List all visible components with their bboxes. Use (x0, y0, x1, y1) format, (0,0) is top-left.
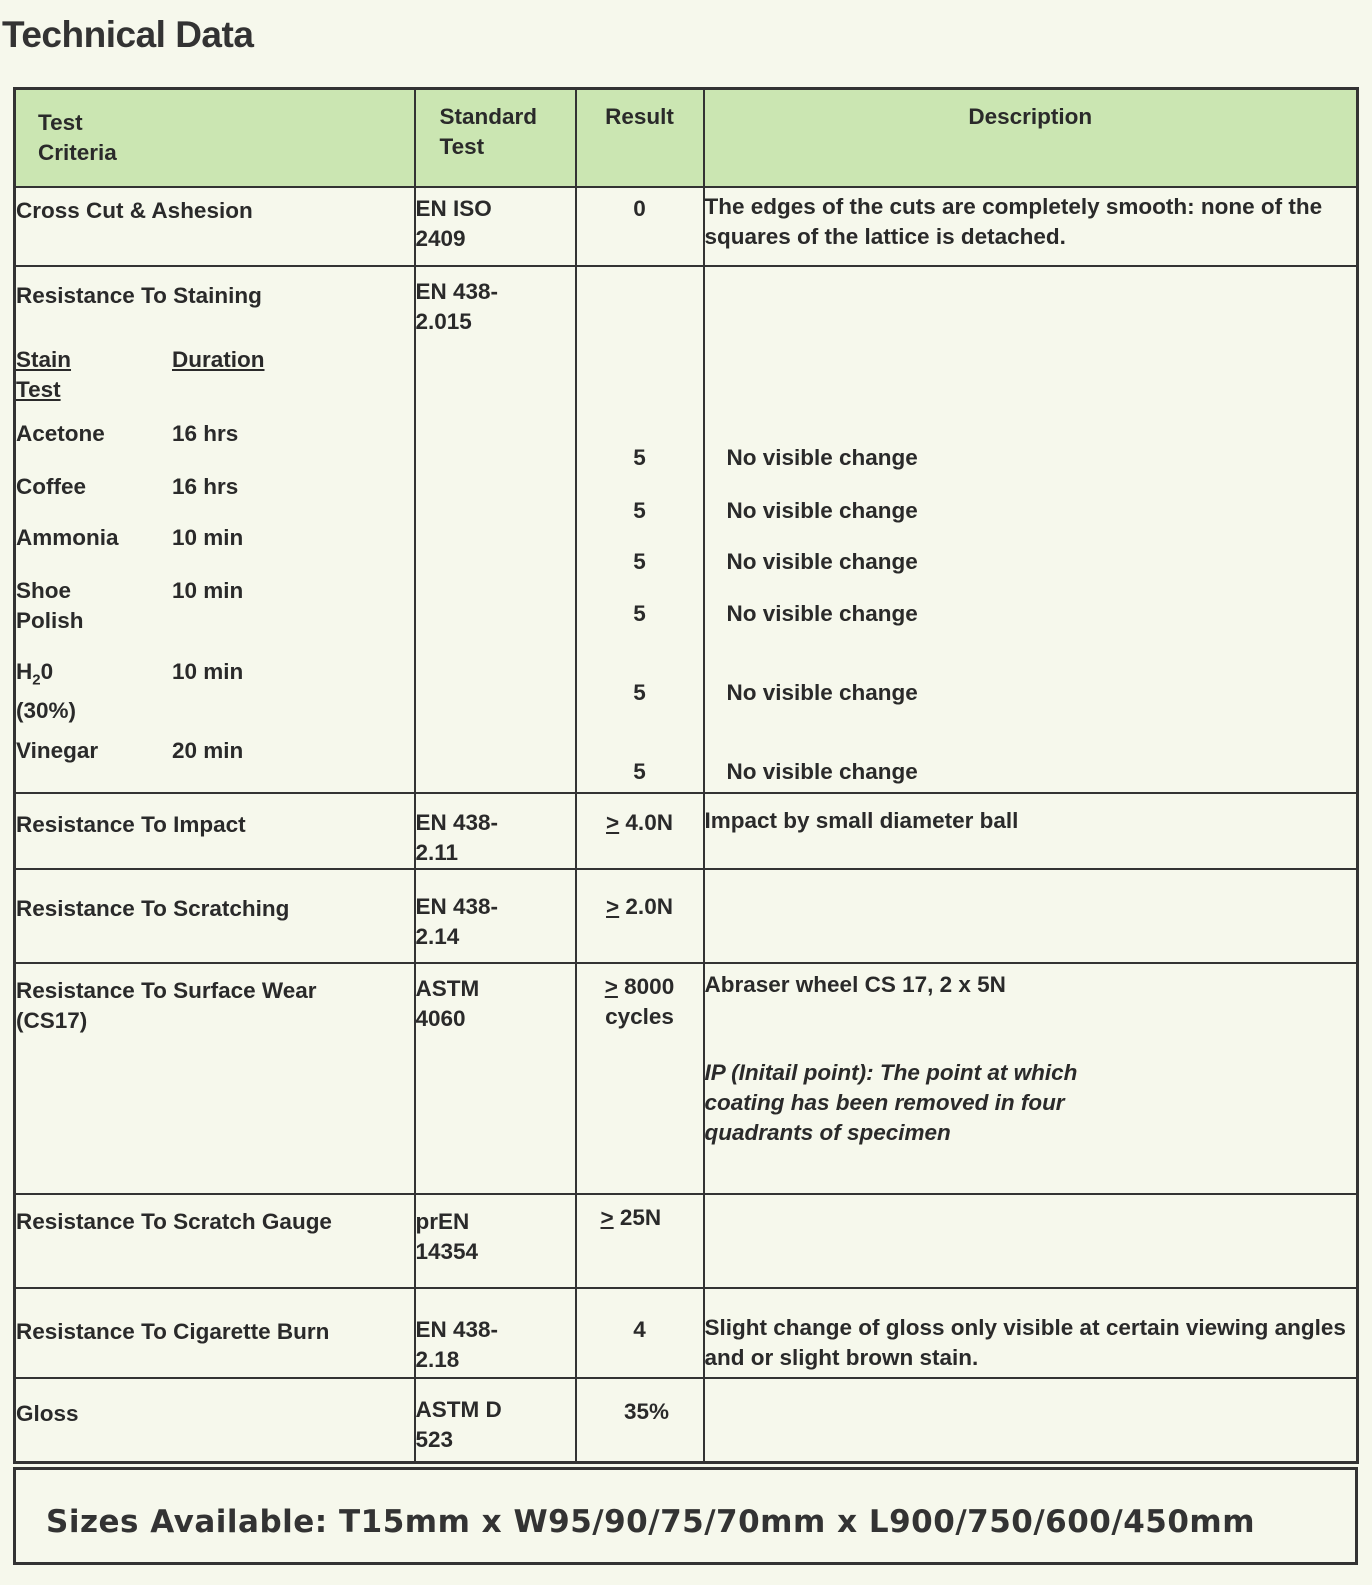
result-cell: > 4.0N (576, 793, 704, 869)
header-description: Description (704, 89, 1358, 188)
stain-list: Stain Test Duration Acetone 16 hrs Coffee 16 hrs Ammonia 10 min Shoe Polish 10 min $H_20$ (30%) 10 min Vinegar 20 min (16, 347, 265, 763)
standard-cell: prEN 14354 (415, 1194, 576, 1288)
result-cell: 35% (576, 1378, 704, 1462)
note-text: IP (Initail point): The point at which coating has been removed in four quadrants of specimen (704, 1060, 1078, 1145)
criteria-cell: Resistance To Scratch Gauge (15, 1194, 415, 1288)
table-row (15, 1288, 1358, 1378)
table-row (15, 266, 1358, 793)
description-cell: Impact by small diameter ball (704, 793, 1358, 869)
criteria-cell: Resistance To Cigarette Burn (15, 1288, 415, 1378)
result-cell: 5 5 5 5 5 5 (576, 266, 704, 793)
table-row (15, 1378, 1358, 1462)
result-cell: 4 (576, 1288, 704, 1378)
table-row (15, 1194, 1358, 1288)
table-row (15, 869, 1358, 963)
technical-data-table (13, 87, 1359, 1464)
table-row (15, 963, 1358, 1194)
header-result: Result (576, 89, 704, 188)
standard-cell: EN 438- 2.015 (415, 266, 576, 793)
sizes-available-box (13, 1467, 1358, 1565)
criteria-cell: Cross Cut & Ashesion (15, 187, 415, 266)
criteria-cell: Resistance To Impact (15, 793, 415, 869)
criteria-cell: Resistance To Surface Wear (CS17) (15, 963, 415, 1194)
description-cell (704, 1378, 1358, 1462)
criteria-cell: Resistance To Scratching (15, 869, 415, 963)
standard-cell: EN ISO 2409 (415, 187, 576, 266)
sizes-available-text: Sizes Available: T15mm x W95/90/75/70mm x L900/750/600/450mm (46, 1504, 1256, 1540)
page-title: Technical Data (2, 14, 254, 55)
standard-cell: EN 438- 2.14 (415, 869, 576, 963)
header-test-criteria: Test Criteria (15, 89, 415, 188)
table-row (15, 793, 1358, 869)
description-cell (704, 869, 1358, 963)
result-cell: > 25N (576, 1194, 704, 1288)
standard-cell: ASTM D 523 (415, 1378, 576, 1462)
result-cell: > 8000 cycles (576, 963, 704, 1194)
description-cell: Abraser wheel CS 17, 2 x 5N IP (Initail point): The point at which coating has been removed in four quadrants of specimen (704, 963, 1358, 1194)
description-cell: Slight change of gloss only visible at certain viewing angles and or slight brown stain. (704, 1288, 1358, 1378)
description-cell: No visible change No visible change No visible change No visible change No visible change No visible change (704, 266, 1358, 793)
header-standard-test: Standard Test (415, 89, 576, 188)
description-cell (704, 1194, 1358, 1288)
standard-cell: EN 438- 2.18 (415, 1288, 576, 1378)
standard-cell: EN 438- 2.11 (415, 793, 576, 869)
description-cell: The edges of the cuts are completely smooth: none of the squares of the lattice is detached. (704, 187, 1358, 266)
criteria-cell: Gloss (15, 1378, 415, 1462)
table-row (15, 187, 1358, 266)
criteria-cell: Resistance To Staining Stain Test Duration Acetone 16 hrs Coffee 16 hrs Ammonia 10 min Shoe Polish 10 min $H_20$ (30%) 10 min Vinegar 20 min (15, 266, 415, 793)
result-cell: > 2.0N (576, 869, 704, 963)
table-header-row (15, 89, 1358, 188)
result-cell: 0 (576, 187, 704, 266)
standard-cell: ASTM 4060 (415, 963, 576, 1194)
